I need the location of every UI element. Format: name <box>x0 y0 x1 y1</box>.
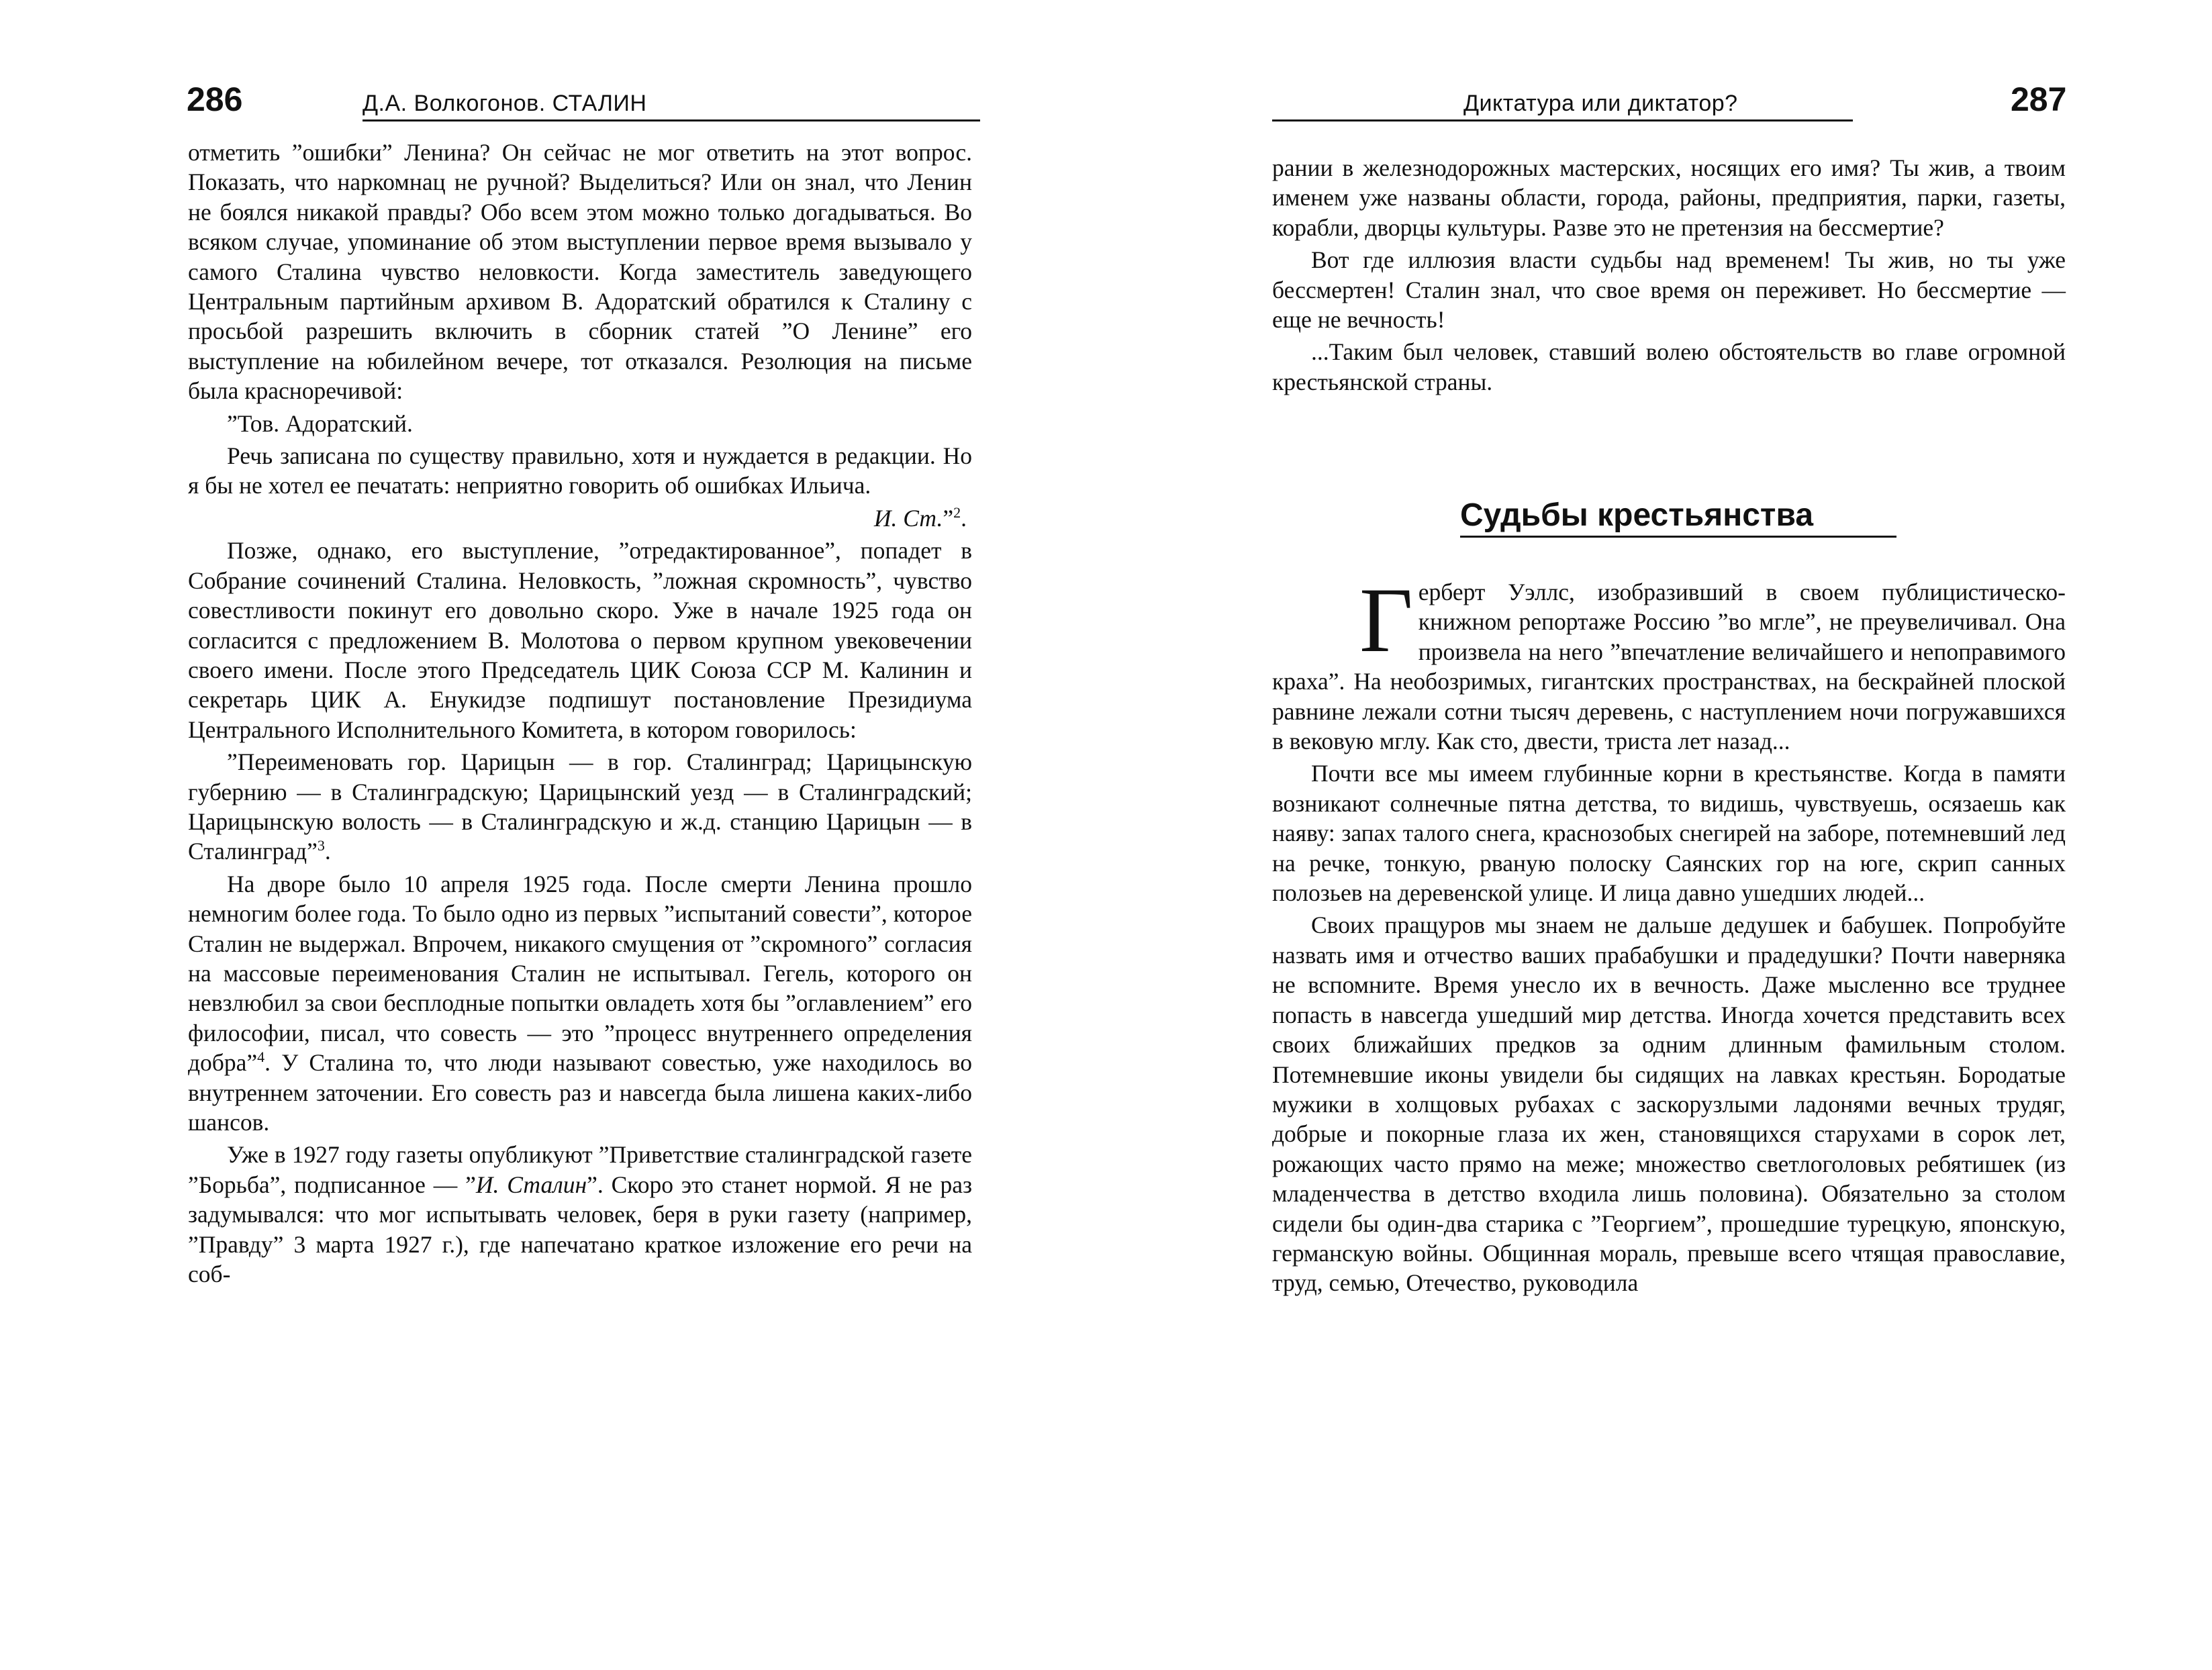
signature-text: И. Ст. <box>873 504 943 532</box>
decree-text: ”Переименовать гор. Царицын — в гор. Сталинград; Царицынскую губернию — в Сталинградскую; Царицынский уезд — в Сталинградский; Царицынскую волость — в Сталинградскую и ж.д. станцию Царицын — в Сталинград” <box>188 748 972 865</box>
paragraph-text: ерберт Уэллс, изобразивший в своем публицистическо-книжном репортаже Россию ”во мгле”, не преувеличивал. Она произвела на него ”впечатление величайшего и непоправимого краха”. На необозримых, гигантских пространствах, на бескрайней плоской равнине лежали сотни тысяч деревень, с наступлением ночи погружавшихся в вековую мглу. Как сто, двести, триста лет назад... <box>1272 579 2066 755</box>
signature-close-quote: ” <box>943 504 954 532</box>
left-page <box>181 0 980 1670</box>
italic-signature: И. Сталин <box>475 1171 587 1198</box>
running-title: Диктатура или диктатор? <box>1463 91 1738 116</box>
paragraph-text: . У Сталина то, что люди называют совестью, уже находилось во внутреннем заточении. Его совесть раз и навсегда была лишена каких-либо шансов. <box>188 1049 972 1136</box>
right-page-body <box>1272 153 2066 397</box>
header-rule <box>1272 119 1853 121</box>
running-title: Д.А. Волкогонов. СТАЛИН <box>363 91 647 116</box>
section-body <box>1272 569 2066 1298</box>
paragraph: Позже, однако, его выступление, ”отредактированное”, попадет в Собрание сочинений Сталина. Неловкость, ”ложная скромность”, чувство совестливости покинут его довольно скоро. Уже в начале 1925 года он согласится с предложением В. Молотова о первом крупном увековечении своего имени. После этого Председатель ЦИК Союза ССР М. Калинин и секретарь ЦИК А. Енукидзе подпишут постановление Президиума Центрального Исполнительного Комитета, в котором говорилось: <box>188 537 972 743</box>
footnote-ref: 3 <box>317 837 325 854</box>
paragraph: отметить ”ошибки” Ленина? Он сейчас не мог ответить на этот вопрос. Показать, что наркомнац не ручной? Выделиться? Или он знал, что Ленин не боялся никакой правды? Обо всем этом можно только догадываться. Во всяком случае, упоминание об этом выступлении первое время вызывало у самого Сталина чувство неловкости. Когда заместитель заведующего Центральным партийным архивом В. Адоратский обратился к Сталину с просьбой разрешить включить в сборник статей ”О Ленине” его выступление на юбилейном вечере, тот отказался. Резолюция на письме была красноречивой: <box>188 139 972 405</box>
paragraph: ...Таким был человек, ставший волею обстоятельств во главе огромной крестьянской страны. <box>1272 338 2066 395</box>
paragraph: Своих пращуров мы знаем не дальше дедушек и бабушек. Попробуйте назвать имя и отчество ваших прабабушки и прадедушки? Почти наверняка не вспомните. Время унесло их в вечность. Даже мысленно все труднее попасть в навсегда ушедший мир детства. Иногда хочется представить всех своих ближайших предков за одним длинным фамильным столом. Потемневшие иконы увидели бы сидящих на лавках крестьян. Бородатые мужики в холщовых рубахах с заскорузлыми ладонями вечных трудяг, добрые и покорные глаза их жен, становящихся старухами в сорок лет, рожающих часто прямо на меже; множество светлоголовых ребятишек (из младенчества в детство входила лишь половина). Обязательно за столом сидели бы один-два старика с ”Георгием”, прошедшие турецкую, японскую, германскую войны. Общинная мораль, превыше всего чтящая православие, труд, семью, Отечество, руководила <box>1272 912 2066 1297</box>
left-page-body <box>188 138 972 1289</box>
paragraph: Вот где иллюзия власти судьбы над временем! Ты жив, но ты уже бессмертен! Сталин знал, что свое время он переживет. Но бессмертие — еще не вечность! <box>1272 246 2066 334</box>
drop-cap: Г <box>1359 569 1413 671</box>
header-rule <box>363 119 980 121</box>
paragraph <box>188 869 972 1138</box>
footnote-ref: 2 <box>953 504 961 522</box>
right-page <box>1272 0 2068 1670</box>
page-number: 287 <box>2011 81 2067 118</box>
paragraph: Почти все мы имеем глубинные корни в крестьянстве. Когда в памяти возникают солнечные пятна детства, то видишь, чувствуешь, осязаешь как наяву: запах талого снега, краснозобых снегирей на заборе, потемневший лед на речке, тонкую, рваную полоску Саянских гор на юге, скрип санных полозьев на деревенской улице. И лица давно ушедших людей... <box>1272 760 2066 907</box>
quote-signature: И. Ст.”$^2$. <box>873 504 967 532</box>
section-heading: Судьбы крестьянства <box>1460 497 1814 533</box>
paragraph-text: ”. Скоро это станет нормой. Я не раз задумывался: что мог испытывать человек, беря в руки газету (например, ”Правду” 3 марта 1927 г.), где напечатано краткое изложение его речи на соб- <box>188 1171 972 1288</box>
paragraph: рании в железнодорожных мастерских, носящих его имя? Ты жив, а твоим именем уже названы области, города, районы, предприятия, парки, газеты, корабли, дворцы культуры. Разве это не претензия на бессмертие? <box>1272 154 2066 241</box>
paragraph-text: На дворе было 10 апреля 1925 года. После смерти Ленина прошло немногим более года. То было одно из первых ”испытаний совести”, которое Сталин не выдержал. Впрочем, никакого смущения от ”скромного” согласия на массовые переименования Сталин не испытывал. Гегель, которого он невзлюбил за свои бесплодные попытки овладеть хотя бы ”оглавлением” его философии, писал, что совесть — это ”процесс внутреннего определения добра” <box>188 870 972 1077</box>
paragraph <box>188 1140 972 1289</box>
paragraph-text: Уже в 1927 году газеты опубликуют ”Приветствие сталинградской газете ”Борьба”, подписанное — ” <box>188 1141 972 1198</box>
section-first-paragraph <box>1272 569 2066 756</box>
page-number: 286 <box>187 81 243 118</box>
quote-address: ”Тов. Адоратский. <box>227 409 413 437</box>
quote-text: Речь записана по существу правильно, хотя и нуждается в редакции. Но я бы не хотел ее печатать: неприятно говорить об ошибках Ильича. <box>188 442 972 499</box>
footnote-ref: 4 <box>257 1048 265 1066</box>
quote-decree: ”Переименовать гор. Царицын — в гор. Сталинград; Царицынскую губернию — в Сталинградскую; Царицынский уезд — в Сталинградский; Царицынскую волость — в Сталинградскую и ж.д. станцию Царицын — в Сталинград”$^3$. <box>188 748 972 865</box>
section-heading-rule <box>1460 536 1896 538</box>
